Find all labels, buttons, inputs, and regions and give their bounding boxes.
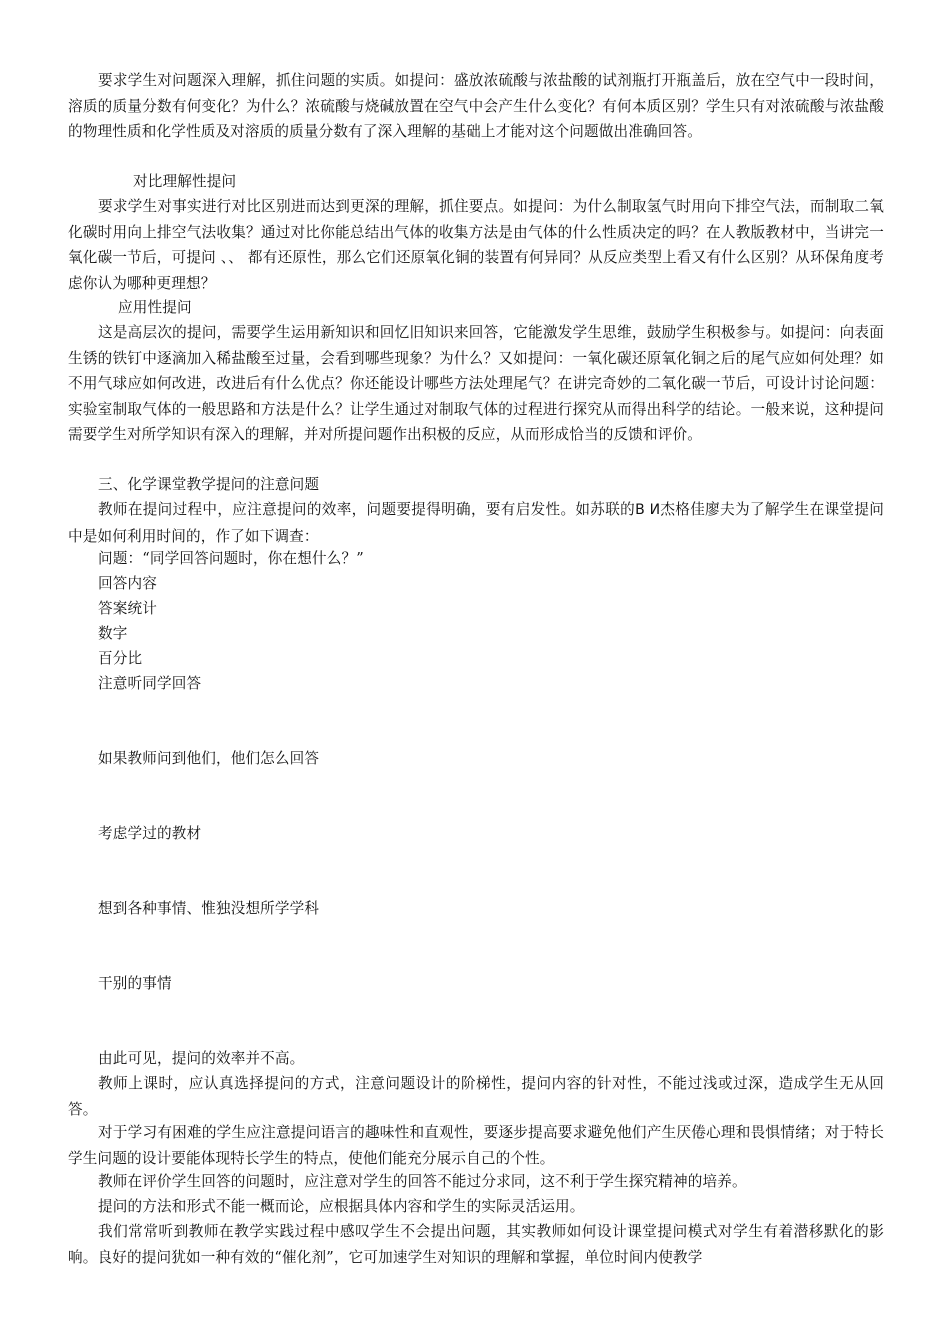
paragraph-catalyst: 我们常常听到教师在教学实践过程中感叹学生不会提出问题，其实教师如何设计课堂提问模式对学生有着潜移默化的影响。良好的提问犹如一种有效的“催化剂”，它可加速学生对知识的理解和掌握，单位时间内使教学 xyxy=(68,1223,884,1266)
table-header-content: 回答内容 xyxy=(98,575,157,592)
paragraph-efficiency-part-a: 教师在提问过程中，应注意提问的效率，问题要提得明确，要有启发性。如苏联的 xyxy=(98,501,636,518)
paragraph-applied: 这是高层次的提问，需要学生运用新知识和回忆旧知识来回答，它能激发学生思维，鼓励学生积极参与。如提问：向表面生锈的铁钉中逐滴加入稀盐酸至过量，会看到哪些现象？为什么？又如提问：一氧化碳还原氧化铜之后的尾气应如何处理？如不用气球应如何改进，改进后有什么优点？你还能设计哪些方法处理尾气？在讲完奇妙的二氧化碳一节后，可设计讨论问题：实验室制取气体的一般思路和方法是什么？让学生通过对制取气体的过程进行探究从而得出科学的结论。一般来说，这种提问需要学生对所学知识有深入的理解，并对所提问题作出积极的反应，从而形成恰当的反馈和评价。 xyxy=(68,324,884,443)
answer-row-3: 考虑学过的教材 xyxy=(98,825,202,842)
survey-question: 问题：“同学回答问题时，你在想什么？” xyxy=(98,550,364,567)
answer-row-5: 干别的事情 xyxy=(98,975,172,992)
answer-row-2: 如果教师问到他们，他们怎么回答 xyxy=(98,750,320,767)
paragraph-evaluation: 教师在评价学生回答的问题时，应注意对学生的回答不能过分求同，这不利于学生探究精神的培养。 xyxy=(98,1173,747,1190)
table-header-percent: 百分比 xyxy=(98,650,143,667)
author-initials: В И xyxy=(635,502,661,518)
paragraph-conclusion: 由此可见，提问的效率并不高。 xyxy=(98,1050,305,1067)
table-header-number: 数字 xyxy=(98,625,128,642)
answer-row-1: 注意听同学回答 xyxy=(98,675,202,692)
heading-section-3: 三、化学课堂教学提问的注意问题 xyxy=(98,476,320,493)
heading-applied-questions: 应用性提问 xyxy=(118,299,192,316)
paragraph-deep-understanding: 要求学生对问题深入理解，抓住问题的实质。如提问：盛放浓硫酸与浓盐酸的试剂瓶打开瓶盖后，放在空气中一段时间，溶质的质量分数有何变化？为什么？浓硫酸与烧碱放置在空气中会产生什么变化？有何本质区别？学生只有对浓硫酸与浓盐酸的物理性质和化学性质及对溶质的质量分数有了深入理解的基础上才能对这个问题做出准确回答。 xyxy=(68,72,884,140)
heading-contrast-questions: 对比理解性提问 xyxy=(133,173,237,190)
paragraph-methods: 提问的方法和形式不能一概而论，应根据具体内容和学生的实际灵活运用。 xyxy=(98,1198,585,1215)
paragraph-struggling-students: 对于学习有困难的学生应注意提问语言的趣味性和直观性，要逐步提高要求避免他们产生厌倦心理和畏惧情绪；对于特长学生问题的设计要能体现特长学生的特点，使他们能充分展示自己的个性。 xyxy=(68,1124,884,1167)
table-header-stats: 答案统计 xyxy=(98,600,157,617)
paragraph-efficiency xyxy=(68,497,884,549)
paragraph-efficiency-part-b: 杰格佳廖夫为了解学生在课堂提问中是如何利用时间的，作了如下调查： xyxy=(68,501,884,545)
paragraph-question-design: 教师上课时，应认真选择提问的方式，注意问题设计的阶梯性，提问内容的针对性，不能过浅或过深，造成学生无从回答。 xyxy=(68,1075,884,1118)
answer-row-4: 想到各种事情、惟独没想所学学科 xyxy=(98,900,320,917)
paragraph-contrast: 要求学生对事实进行对比区别进而达到更深的理解，抓住要点。如提问：为什么制取氢气时用向下排空气法，而制取二氧化碳时用向上排空气法收集？通过对比你能总结出气体的收集方法是由气体的什么性质决定的吗？在人教版教材中，当讲完一氧化碳一节后，可提问 、、 都有还原性，那么它们还原氧化铜的装置有何异同？从反应类型上看又有什么区别？从环保角度考虑你认为哪种更理想？ xyxy=(68,198,884,292)
